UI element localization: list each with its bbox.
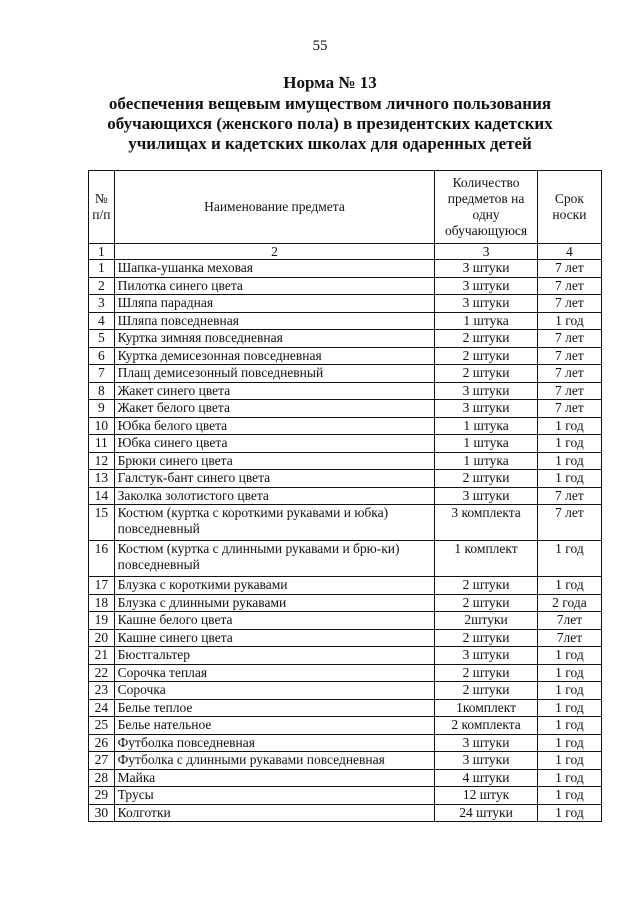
table-row bbox=[89, 417, 602, 435]
table-row bbox=[89, 647, 602, 665]
item-name: Шляпа парадная bbox=[114, 295, 435, 313]
item-name: Футболка повседневная bbox=[114, 734, 435, 752]
item-name: Сорочка bbox=[114, 682, 435, 700]
item-name: Кашне синего цвета bbox=[114, 629, 435, 647]
table-row bbox=[89, 752, 602, 770]
row-number: 5 bbox=[89, 330, 115, 348]
table-row bbox=[89, 260, 602, 278]
item-quantity: 3 штуки bbox=[435, 400, 538, 418]
item-name: Жакет синего цвета bbox=[114, 382, 435, 400]
item-name: Колготки bbox=[114, 804, 435, 822]
table-row bbox=[89, 487, 602, 505]
row-number: 18 bbox=[89, 594, 115, 612]
row-number: 10 bbox=[89, 417, 115, 435]
item-name: Галстук-бант синего цвета bbox=[114, 470, 435, 488]
row-number: 2 bbox=[89, 277, 115, 295]
item-term: 7 лет bbox=[537, 365, 601, 383]
item-term: 1 год bbox=[537, 664, 601, 682]
item-term: 1 год bbox=[537, 734, 601, 752]
item-quantity: 3 штуки bbox=[435, 295, 538, 313]
item-quantity: 1 комплект bbox=[435, 541, 538, 577]
table-row bbox=[89, 699, 602, 717]
item-quantity: 12 штук bbox=[435, 787, 538, 805]
row-number: 30 bbox=[89, 804, 115, 822]
item-name: Бюстгальтер bbox=[114, 647, 435, 665]
item-quantity: 1комплект bbox=[435, 699, 538, 717]
table-row bbox=[89, 470, 602, 488]
item-term: 1 год bbox=[537, 787, 601, 805]
row-number: 19 bbox=[89, 612, 115, 630]
table-row bbox=[89, 505, 602, 541]
table-header-row bbox=[89, 171, 602, 244]
item-quantity: 2 штуки bbox=[435, 365, 538, 383]
row-number: 1 bbox=[89, 260, 115, 278]
item-term: 1 год bbox=[537, 682, 601, 700]
item-name: Брюки синего цвета bbox=[114, 452, 435, 470]
column-number: 4 bbox=[537, 244, 601, 260]
row-number: 15 bbox=[89, 505, 115, 541]
item-term: 1 год bbox=[537, 312, 601, 330]
row-number: 6 bbox=[89, 347, 115, 365]
row-number: 9 bbox=[89, 400, 115, 418]
row-number: 7 bbox=[89, 365, 115, 383]
table-row bbox=[89, 577, 602, 595]
item-name: Сорочка теплая bbox=[114, 664, 435, 682]
item-name: Шляпа повседневная bbox=[114, 312, 435, 330]
row-number: 24 bbox=[89, 699, 115, 717]
item-name: Блузка с длинными рукавами bbox=[114, 594, 435, 612]
row-number: 25 bbox=[89, 717, 115, 735]
item-term: 7лет bbox=[537, 612, 601, 630]
table-row bbox=[89, 435, 602, 453]
table-row bbox=[89, 804, 602, 822]
item-quantity: 3 штуки bbox=[435, 260, 538, 278]
item-quantity: 3 штуки bbox=[435, 752, 538, 770]
item-quantity: 2 штуки bbox=[435, 629, 538, 647]
row-number: 3 bbox=[89, 295, 115, 313]
header-term: Срок носки bbox=[537, 171, 601, 244]
title-line-1: обеспечения вещевым имуществом личного пользования bbox=[108, 94, 552, 113]
item-term: 7 лет bbox=[537, 260, 601, 278]
item-name: Майка bbox=[114, 769, 435, 787]
table-row bbox=[89, 612, 602, 630]
title-line-3: училищах и кадетских школах для одаренных детей bbox=[128, 134, 532, 153]
item-name: Заколка золотистого цвета bbox=[114, 487, 435, 505]
norm-title: Норма № 13 bbox=[283, 73, 377, 92]
table-body bbox=[89, 260, 602, 822]
page-number: 55 bbox=[312, 38, 328, 54]
item-name: Жакет белого цвета bbox=[114, 400, 435, 418]
item-quantity: 2 штуки bbox=[435, 347, 538, 365]
item-quantity: 2 штуки bbox=[435, 330, 538, 348]
item-quantity: 3 штуки bbox=[435, 277, 538, 295]
item-quantity: 1 штука bbox=[435, 452, 538, 470]
row-number: 13 bbox=[89, 470, 115, 488]
item-name: Плащ демисезонный повседневный bbox=[114, 365, 435, 383]
item-quantity: 3 штуки bbox=[435, 382, 538, 400]
item-name: Юбка синего цвета bbox=[114, 435, 435, 453]
row-number: 26 bbox=[89, 734, 115, 752]
item-quantity: 3 комплекта bbox=[435, 505, 538, 541]
item-quantity: 2 штуки bbox=[435, 577, 538, 595]
column-number: 3 bbox=[435, 244, 538, 260]
item-name: Куртка демисезонная повседневная bbox=[114, 347, 435, 365]
item-quantity: 2 комплекта bbox=[435, 717, 538, 735]
item-term: 1 год bbox=[537, 769, 601, 787]
item-term: 1 год bbox=[537, 470, 601, 488]
item-quantity: 24 штуки bbox=[435, 804, 538, 822]
item-quantity: 2 штуки bbox=[435, 682, 538, 700]
item-name: Пилотка синего цвета bbox=[114, 277, 435, 295]
item-term: 1 год bbox=[537, 435, 601, 453]
row-number: 14 bbox=[89, 487, 115, 505]
item-term: 7 лет bbox=[537, 505, 601, 541]
item-term: 7 лет bbox=[537, 277, 601, 295]
row-number: 22 bbox=[89, 664, 115, 682]
row-number: 28 bbox=[89, 769, 115, 787]
table-row bbox=[89, 452, 602, 470]
item-term: 1 год bbox=[537, 452, 601, 470]
table-row bbox=[89, 277, 602, 295]
item-quantity: 3 штуки bbox=[435, 647, 538, 665]
column-number: 2 bbox=[114, 244, 435, 260]
item-name: Белье нательное bbox=[114, 717, 435, 735]
item-term: 2 года bbox=[537, 594, 601, 612]
table-row bbox=[89, 382, 602, 400]
item-quantity: 1 штука bbox=[435, 417, 538, 435]
column-number-row bbox=[89, 244, 602, 260]
table-row bbox=[89, 347, 602, 365]
item-quantity: 2 штуки bbox=[435, 594, 538, 612]
table-row bbox=[89, 769, 602, 787]
table-row bbox=[89, 594, 602, 612]
item-quantity: 3 штуки bbox=[435, 734, 538, 752]
table-row bbox=[89, 365, 602, 383]
item-term: 7 лет bbox=[537, 382, 601, 400]
header-name: Наименование предмета bbox=[114, 171, 435, 244]
table-row bbox=[89, 541, 602, 577]
row-number: 12 bbox=[89, 452, 115, 470]
item-name: Белье теплое bbox=[114, 699, 435, 717]
row-number: 21 bbox=[89, 647, 115, 665]
item-term: 7 лет bbox=[537, 347, 601, 365]
table-row bbox=[89, 312, 602, 330]
item-term: 1 год bbox=[537, 647, 601, 665]
table-row bbox=[89, 787, 602, 805]
table-row bbox=[89, 330, 602, 348]
table-row bbox=[89, 682, 602, 700]
item-name: Шапка-ушанка меховая bbox=[114, 260, 435, 278]
item-name: Блузка с короткими рукавами bbox=[114, 577, 435, 595]
row-number: 23 bbox=[89, 682, 115, 700]
header-qty: Количество предметов на одну обучающуюся bbox=[435, 171, 538, 244]
item-term: 1 год bbox=[537, 541, 601, 577]
item-name: Кашне белого цвета bbox=[114, 612, 435, 630]
row-number: 27 bbox=[89, 752, 115, 770]
header-num: № п/п bbox=[89, 171, 115, 244]
item-term: 1 год bbox=[537, 577, 601, 595]
item-term: 7 лет bbox=[537, 400, 601, 418]
item-quantity: 1 штука bbox=[435, 312, 538, 330]
item-quantity: 2 штуки bbox=[435, 470, 538, 488]
item-term: 1 год bbox=[537, 752, 601, 770]
item-term: 1 год bbox=[537, 804, 601, 822]
table-row bbox=[89, 717, 602, 735]
item-term: 1 год bbox=[537, 717, 601, 735]
item-term: 7 лет bbox=[537, 295, 601, 313]
row-number: 20 bbox=[89, 629, 115, 647]
row-number: 16 bbox=[89, 541, 115, 577]
row-number: 11 bbox=[89, 435, 115, 453]
title-line-2: обучающихся (женского пола) в президентских кадетских bbox=[107, 114, 553, 133]
item-name: Трусы bbox=[114, 787, 435, 805]
item-quantity: 3 штуки bbox=[435, 487, 538, 505]
item-name: Юбка белого цвета bbox=[114, 417, 435, 435]
item-quantity: 1 штука bbox=[435, 435, 538, 453]
row-number: 8 bbox=[89, 382, 115, 400]
norm-table bbox=[88, 170, 602, 822]
row-number: 17 bbox=[89, 577, 115, 595]
item-quantity: 2 штуки bbox=[435, 664, 538, 682]
item-term: 7 лет bbox=[537, 487, 601, 505]
table-row bbox=[89, 664, 602, 682]
table-row bbox=[89, 400, 602, 418]
item-term: 7 лет bbox=[537, 330, 601, 348]
row-number: 29 bbox=[89, 787, 115, 805]
document-title bbox=[60, 73, 600, 154]
item-name: Костюм (куртка с короткими рукавами и юбка) повседневный bbox=[114, 505, 435, 541]
item-quantity: 2штуки bbox=[435, 612, 538, 630]
item-term: 1 год bbox=[537, 417, 601, 435]
item-term: 7лет bbox=[537, 629, 601, 647]
row-number: 4 bbox=[89, 312, 115, 330]
column-number: 1 bbox=[89, 244, 115, 260]
item-quantity: 4 штуки bbox=[435, 769, 538, 787]
item-term: 1 год bbox=[537, 699, 601, 717]
item-name: Костюм (куртка с длинными рукавами и брю-ки) повседневный bbox=[114, 541, 435, 577]
item-name: Куртка зимняя повседневная bbox=[114, 330, 435, 348]
table-row bbox=[89, 734, 602, 752]
table-row bbox=[89, 295, 602, 313]
item-name: Футболка с длинными рукавами повседневная bbox=[114, 752, 435, 770]
table-row bbox=[89, 629, 602, 647]
